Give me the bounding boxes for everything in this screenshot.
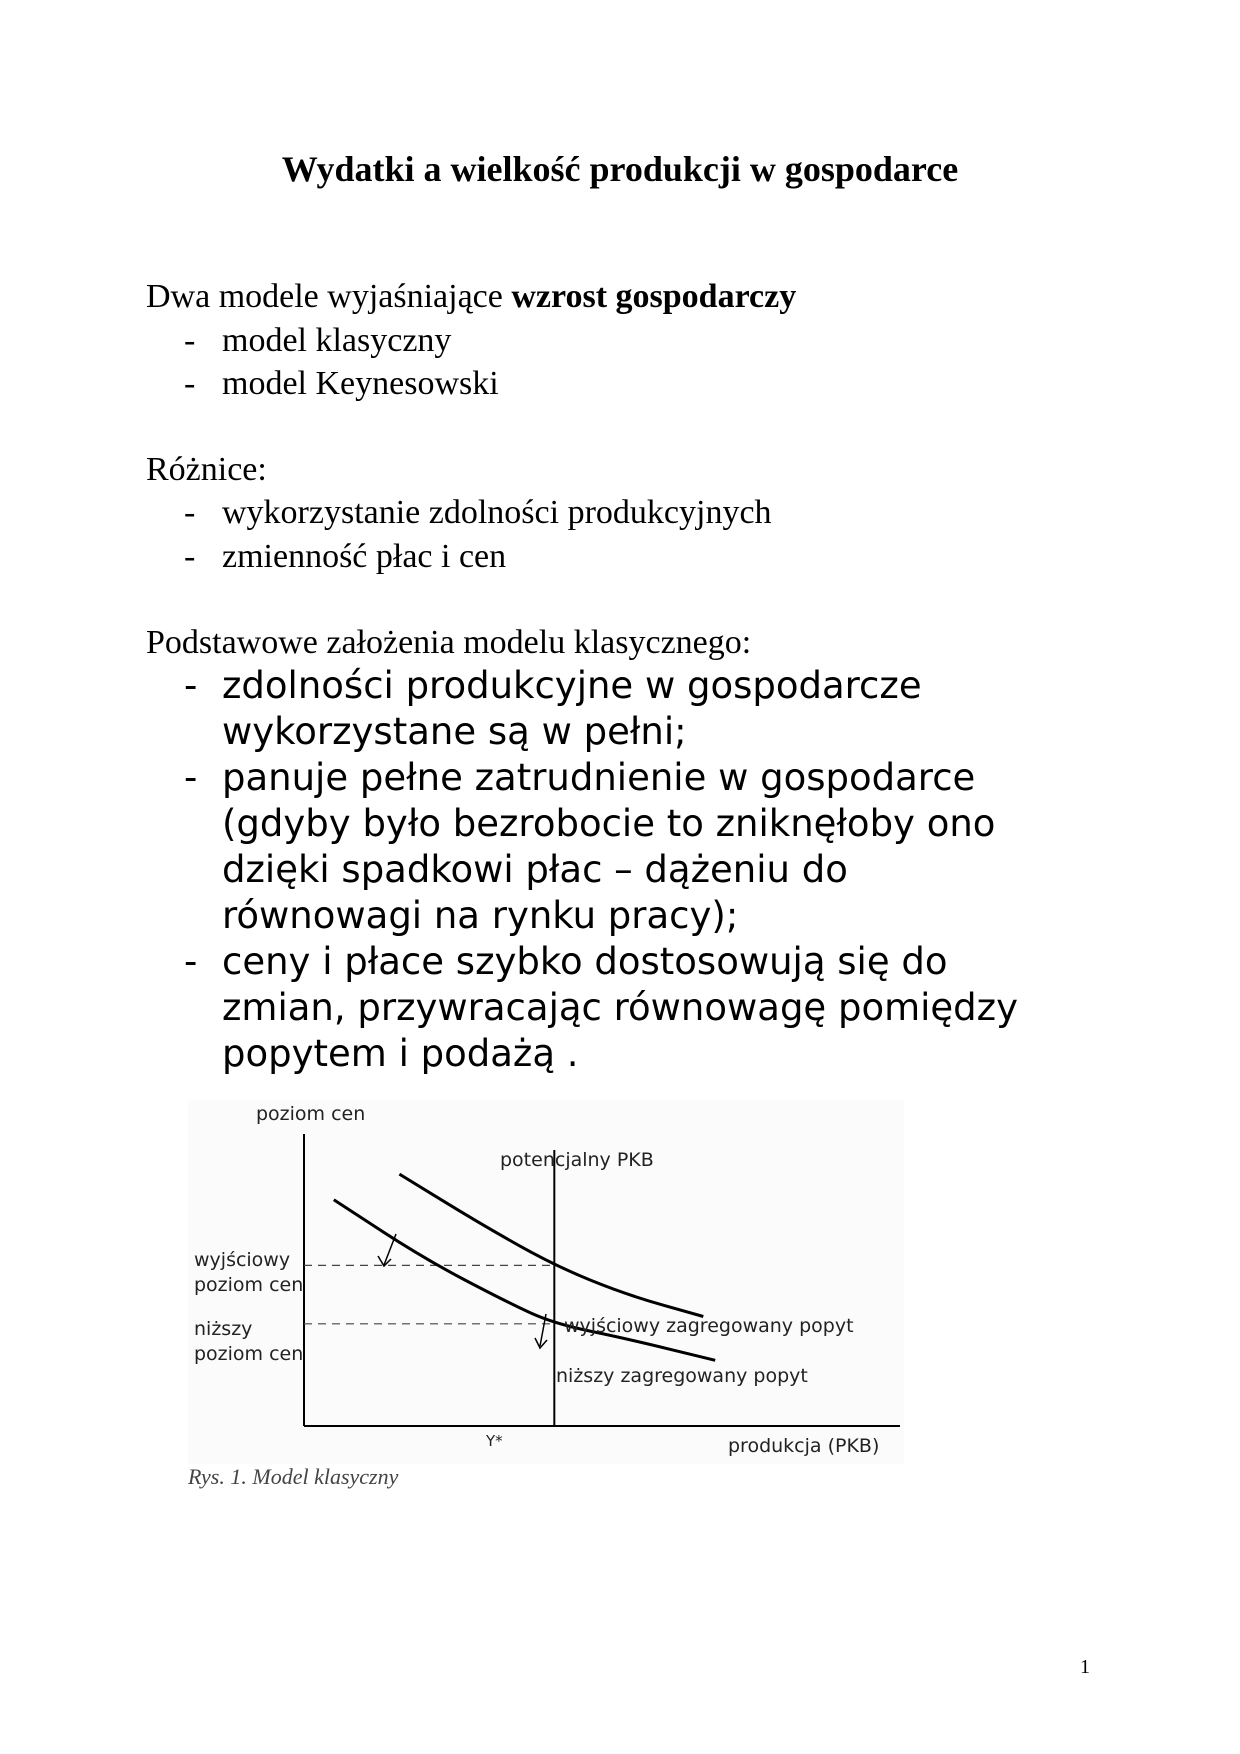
y-tick-label-lower-1: niższy xyxy=(194,1318,253,1340)
section1-intro xyxy=(146,278,796,316)
x-tick-label: Y* xyxy=(486,1432,503,1450)
section1-item: model Keynesowski xyxy=(222,365,499,402)
intro-plain-text: Dwa modele wyjaśniające xyxy=(146,278,512,315)
y-tick-label-initial-2: poziom cen xyxy=(194,1274,304,1296)
section3-item-line: ceny i płace szybko dostosowują się do xyxy=(222,940,948,983)
page-title: Wydatki a wielkość produkcji w gospodarce xyxy=(281,149,959,189)
section3-item-line: (gdyby było bezrobocie to zniknęłoby ono xyxy=(222,802,996,845)
section1-item: model klasyczny xyxy=(222,322,452,359)
series-label-initial: wyjściowy zagregowany popyt xyxy=(564,1315,854,1337)
section3-item-line: równowagi na rynku pracy); xyxy=(222,894,739,937)
section2-heading: Różnice: xyxy=(146,451,267,488)
section3-heading: Podstawowe założenia modelu klasycznego: xyxy=(146,624,752,661)
page-number: 1 xyxy=(1080,1656,1090,1678)
bullet-dash: - xyxy=(184,756,198,799)
shift-arrow-right xyxy=(535,1314,547,1348)
y-tick-label-lower-2: poziom cen xyxy=(194,1343,304,1365)
section3-item-line: panuje pełne zatrudnienie w gospodarce xyxy=(222,756,976,799)
intro-bold-text: wzrost gospodarczy xyxy=(511,278,797,315)
section3-item-line: popytem i podażą . xyxy=(222,1032,579,1075)
section3-item-line: dzięki spadkowi płac – dążeniu do xyxy=(222,848,848,891)
section3-item-line: zdolności produkcyjne w gospodarcze xyxy=(222,664,922,707)
bullet-dash: - xyxy=(184,322,196,359)
x-axis-label: produkcja (PKB) xyxy=(728,1435,880,1457)
section3-item-line: zmian, przywracając równowagę pomiędzy xyxy=(222,986,1018,1029)
section2-item: zmienność płac i cen xyxy=(222,538,507,575)
bullet-dash: - xyxy=(184,494,196,531)
figure-caption: Rys. 1. Model klasyczny xyxy=(188,1464,399,1489)
bullet-dash: - xyxy=(184,538,196,575)
series-label-lower: niższy zagregowany popyt xyxy=(556,1365,808,1387)
initial-demand-curve xyxy=(399,1174,703,1316)
y-tick-label-initial-1: wyjściowy xyxy=(194,1249,291,1271)
section3-item-line: wykorzystane są w pełni; xyxy=(222,710,687,753)
bullet-dash: - xyxy=(184,664,198,707)
potential-gdp-label: potencjalny PKB xyxy=(500,1149,654,1171)
classical-model-figure xyxy=(188,1100,904,1464)
bullet-dash: - xyxy=(184,940,198,983)
bullet-dash: - xyxy=(184,365,196,402)
classical-model-chart xyxy=(188,1100,904,1464)
section2-item: wykorzystanie zdolności produkcyjnych xyxy=(222,494,772,531)
y-axis-label: poziom cen xyxy=(256,1103,366,1125)
